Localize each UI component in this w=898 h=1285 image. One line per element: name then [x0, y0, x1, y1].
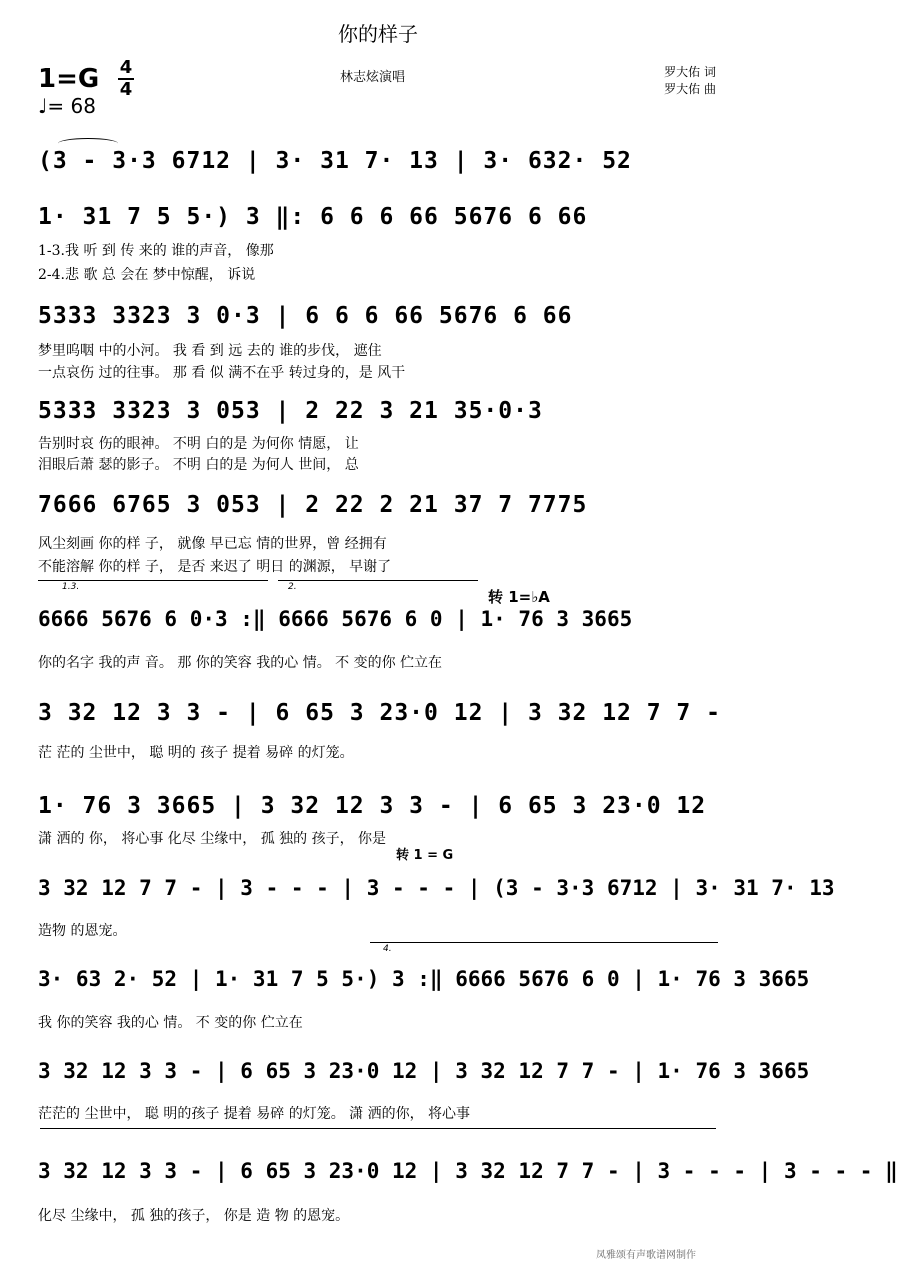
footer-credit: 凤雅颂有声歌谱网制作: [596, 1250, 696, 1261]
composer-credit: 罗大佑 曲: [664, 82, 716, 96]
lyric-line-4b: 泪眼后萧 瑟的影子。 不明 白的是 为何人 世间， 总: [38, 457, 359, 473]
lyric-line-10: 我 你的笑容 我的心 情。 不 变的你 伫立在: [38, 1015, 303, 1031]
tempo-marking: ♩= 68: [38, 94, 96, 118]
slur: [58, 138, 118, 149]
lyric-line-5b: 不能溶解 你的样 子， 是否 来迟了 明日 的渊源， 早谢了: [38, 559, 392, 575]
author-credits: [664, 64, 716, 98]
score-line-3: 5333 3323 3 0·3 | 6 6 6 66 5676 6 66: [38, 303, 573, 329]
end-bracket: [40, 1128, 716, 1129]
score-line-9: 3 32 12 7 7 - | 3 - - - | 3 - - - | (3 - 3·3 6712 | 3· 31 7· 13: [38, 876, 835, 900]
score-line-11: 3 32 12 3 3 - | 6 65 3 23·0 12 | 3 32 12 7 7 - | 1· 76 3 3665: [38, 1059, 810, 1083]
lyric-line-4a: 告别时哀 伤的眼神。 不明 白的是 为何你 情愿， 让: [38, 436, 359, 452]
lyric-line-2b: 2-4.悲 歌 总 会在 梦中惊醒， 诉说: [38, 267, 256, 283]
time-sig-bottom: 4: [119, 79, 133, 100]
lyric-line-7: 茫 茫的 尘世中， 聪 明的 孩子 提着 易碎 的灯笼。: [38, 745, 354, 761]
score-line-4: 5333 3323 3 053 | 2 22 3 21 35·0·3: [38, 398, 543, 424]
lyric-line-3a: 梦里呜咽 中的小河。 我 看 到 远 去的 谁的步伐， 遮住: [38, 343, 382, 359]
lyric-line-2a: 1-3.我 听 到 传 来的 谁的声音， 像那: [38, 243, 274, 259]
lyric-line-9: 造物 的恩宠。: [38, 923, 127, 939]
score-line-12: 3 32 12 3 3 - | 6 65 3 23·0 12 | 3 32 12 7 7 - | 3 - - - | 3 - - - ‖: [38, 1159, 898, 1183]
lyric-line-12: 化尽 尘缘中， 孤 独的孩子， 你是 造 物 的恩宠。: [38, 1208, 350, 1224]
volta-bracket-1: [38, 580, 268, 581]
volta-bracket-4: [370, 942, 718, 943]
volta-bracket-2: [278, 580, 478, 581]
lyric-line-5a: 风尘刻画 你的样 子， 就像 早已忘 情的世界，曾 经拥有: [38, 536, 387, 552]
time-sig-top: 4: [119, 57, 133, 78]
score-line-5: 7666 6765 3 053 | 2 22 2 21 37 7 7775: [38, 492, 588, 518]
song-title: 你的样子: [338, 22, 418, 46]
singer-credit: 林志炫演唱: [340, 70, 406, 85]
lyric-line-6: 你的名字 我的声 音。 那 你的笑容 我的心 情。 不 变的你 伫立在: [38, 655, 443, 671]
score-line-7: 3 32 12 3 3 - | 6 65 3 23·0 12 | 3 32 12 7 7 -: [38, 700, 721, 726]
lyric-line-8: 潇 洒的 你， 将心事 化尽 尘缘中， 孤 独的 孩子， 你是: [38, 831, 387, 847]
score-line-10: 3· 63 2· 52 | 1· 31 7 5 5·) 3 :‖ 6666 5676 6 0 | 1· 76 3 3665: [38, 967, 810, 991]
score-line-6: 6666 5676 6 0·3 :‖ 6666 5676 6 0 | 1· 76 3 3665: [38, 607, 633, 631]
score-line-2: 1· 31 7 5 5·) 3 ‖: 6 6 6 66 5676 6 66: [38, 204, 588, 230]
key-change-g: 转 1 = G: [396, 848, 454, 863]
lyricist-credit: 罗大佑 词: [664, 65, 716, 79]
time-signature: [118, 58, 134, 100]
score-line-8: 1· 76 3 3665 | 3 32 12 3 3 - | 6 65 3 23·0 12: [38, 793, 707, 819]
volta-label-2: 2.: [288, 582, 297, 592]
lyric-line-3b: 一点哀伤 过的往事。 那 看 似 满不在乎 转过身的，是 风干: [38, 365, 406, 381]
volta-label-4: 4.: [383, 944, 392, 954]
lyric-line-11: 茫茫的 尘世中， 聪 明的孩子 提着 易碎 的灯笼。 潇 洒的你， 将心事: [38, 1106, 471, 1122]
volta-label-1-3: 1.3.: [62, 582, 80, 592]
score-line-1: (3 - 3·3 6712 | 3· 31 7· 13 | 3· 632· 52: [38, 148, 632, 174]
key-signature: 1=G: [38, 64, 100, 94]
key-change-flat-a: 转 1=♭A: [488, 588, 550, 606]
